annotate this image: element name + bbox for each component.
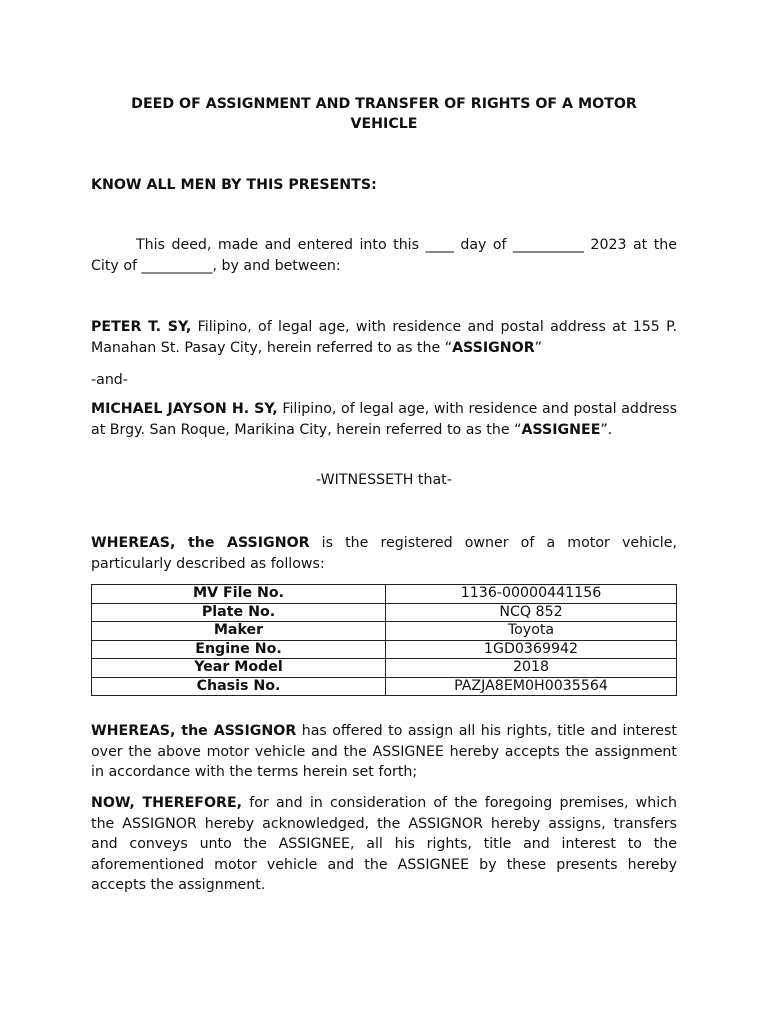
table-row bbox=[92, 659, 677, 678]
vehicle-field-label: Maker bbox=[92, 622, 386, 641]
vehicle-field-value: Toyota bbox=[386, 622, 677, 641]
assignor-paragraph bbox=[91, 317, 677, 358]
vehicle-field-label: Engine No. bbox=[92, 640, 386, 659]
witnesseth-line: -WITNESSETH that- bbox=[316, 472, 452, 488]
table-row bbox=[92, 603, 677, 622]
vehicle-field-label: Year Model bbox=[92, 659, 386, 678]
table-row bbox=[92, 585, 677, 604]
assignee-text: Filipino, of legal age, with residence and postal address at Brgy. San Roque, Marikina City, herein referred to as the “ bbox=[91, 401, 677, 438]
assignor-name: PETER T. SY, bbox=[91, 319, 192, 335]
whereas-offer-paragraph bbox=[91, 721, 677, 783]
vehicle-field-value: 1136-00000441156 bbox=[386, 585, 677, 604]
whereas-owner-paragraph bbox=[91, 533, 677, 574]
assignee-paragraph bbox=[91, 399, 677, 440]
assignor-text: Filipino, of legal age, with residence and postal address at 155 P. Manahan St. Pasay City, herein referred to as the “ bbox=[91, 319, 677, 356]
assignee-role: ASSIGNEE bbox=[521, 421, 601, 438]
vehicle-field-label: Chasis No. bbox=[92, 677, 386, 696]
assignor-close: ” bbox=[534, 339, 542, 356]
whereas-owner-lead: WHEREAS, the ASSIGNOR bbox=[91, 535, 310, 551]
now-therefore-paragraph bbox=[91, 793, 677, 896]
and-separator: -and- bbox=[91, 372, 128, 388]
vehicle-field-value: 1GD0369942 bbox=[386, 640, 677, 659]
table-row bbox=[92, 640, 677, 659]
vehicle-field-value: PAZJA8EM0H0035564 bbox=[386, 677, 677, 696]
now-therefore-text: for and in consideration of the foregoing premises, which the ASSIGNOR hereby acknowledged, the ASSIGNOR hereby assigns, transfers and conveys unto the ASSIGNEE, all his rights, title and interest to the aforementioned motor vehicle and the ASSIGNEE by these presents hereby accepts the assignment. bbox=[91, 795, 678, 893]
assignor-role: ASSIGNOR bbox=[452, 339, 535, 356]
now-therefore-lead: NOW, THEREFORE, bbox=[91, 795, 243, 811]
table-row bbox=[92, 622, 677, 641]
vehicle-details-table bbox=[91, 584, 677, 696]
whereas-offer-text: has offered to assign all his rights, title and interest over the above motor vehicle and the ASSIGNEE hereby accepts the assignment in accordance with the terms herein set forth; bbox=[91, 723, 677, 780]
vehicle-field-value: NCQ 852 bbox=[386, 603, 677, 622]
vehicle-field-value: 2018 bbox=[386, 659, 677, 678]
vehicle-field-label: Plate No. bbox=[92, 603, 386, 622]
intro-paragraph: This deed, made and entered into this ____ day of __________ 2023 at the City of __________, by and between: bbox=[91, 237, 677, 274]
table-row bbox=[92, 677, 677, 696]
vehicle-field-label: MV File No. bbox=[92, 585, 386, 604]
whereas-offer-lead: WHEREAS, the ASSIGNOR bbox=[91, 723, 297, 739]
know-all-heading: KNOW ALL MEN BY THIS PRESENTS: bbox=[91, 177, 377, 193]
document-title: DEED OF ASSIGNMENT AND TRANSFER OF RIGHTS OF A MOTOR VEHICLE bbox=[131, 96, 637, 132]
whereas-owner-text: is the registered owner of a motor vehicle, particularly described as follows: bbox=[91, 535, 677, 572]
assignee-name: MICHAEL JAYSON H. SY, bbox=[91, 401, 278, 417]
assignee-close: ”. bbox=[600, 421, 613, 438]
